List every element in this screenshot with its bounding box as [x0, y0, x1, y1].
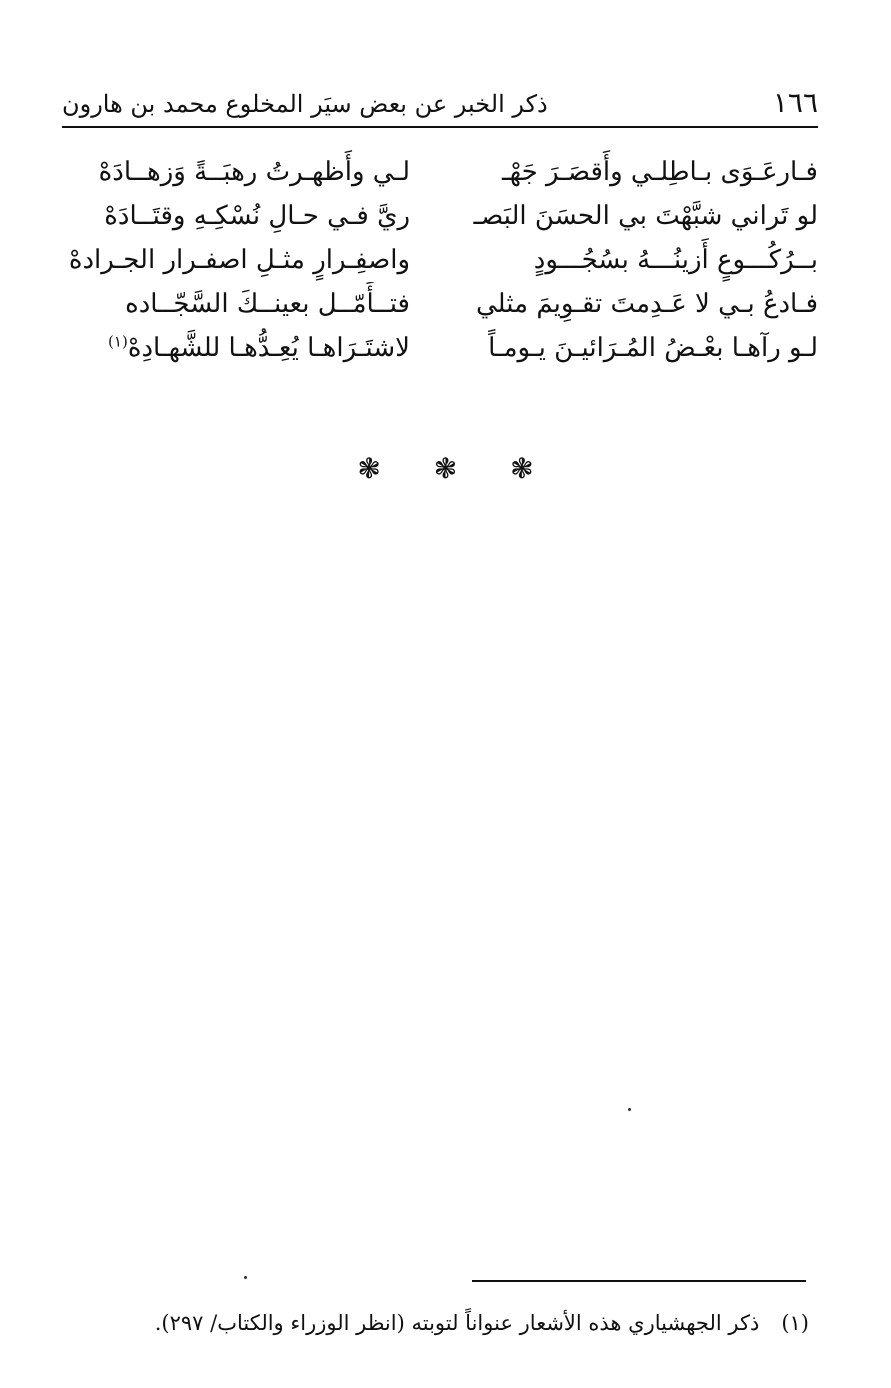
verse	[60, 194, 818, 238]
verse-first-hemistich: لو تَراني شبَّهْتَ بي الحسَنَ البَصـ	[473, 201, 818, 231]
scan-speck	[628, 1108, 631, 1111]
verse-second-hemistich	[60, 326, 410, 370]
verse	[60, 238, 818, 282]
poem	[60, 150, 818, 370]
footnote-rule	[472, 1280, 806, 1282]
verse-second-text: ريَّ فـي حـالِ نُسْكِـهِ وقتَــادَهْ	[104, 201, 410, 231]
verse-second-hemistich	[60, 150, 410, 194]
verse-first-hemistich: بــرُكُـــوعٍ أَزينُـــهُ بسُجُـــودٍ	[533, 245, 818, 275]
verse-second-hemistich	[60, 238, 410, 282]
verse-second-text: فتــأَمّــل بعينــكَ السَّجّــاده	[125, 289, 410, 319]
verse-second-hemistich	[60, 194, 410, 238]
verse	[60, 326, 818, 370]
verse	[60, 282, 818, 326]
scan-speck	[244, 1276, 247, 1279]
running-title: ذكر الخبر عن بعض سيَر المخلوع محمد بن هارون	[62, 90, 548, 118]
footnote	[155, 1305, 809, 1341]
page-header	[62, 86, 818, 126]
verse-second-hemistich	[60, 282, 410, 326]
footnote-number: (١)	[781, 1311, 809, 1335]
header-rule	[62, 126, 818, 128]
verse	[60, 150, 818, 194]
verse-first-hemistich: لـو رآهـا بعْـضُ المُـرَائيـنَ يـومـاً	[488, 333, 818, 363]
verse-second-text: لاشتَـرَاهـا يُعِـدُّهـا للشَّهـادِهْ	[127, 333, 410, 363]
footnote-marker: (١)	[108, 332, 128, 351]
footnote-text: ذكر الجهشياري هذه الأشعار عنواناً لتوبته (انظر الوزراء والكتاب/ ٢٩٧).	[154, 1311, 760, 1335]
section-separator: ❃ ❃ ❃	[357, 452, 556, 485]
verse-first-hemistich: فـارعَـوَى بـاطِلـي وأَقصَـرَ جَهْـ	[502, 157, 818, 187]
verse-second-text: واصفِـرارٍ مثـلِ اصفـرار الجـرادهْ	[68, 245, 410, 275]
verse-first-hemistich: فـادعُ بـي لا عَـدِمتَ تقـوِيمَ مثلي	[476, 289, 818, 319]
page-number: ١٦٦	[772, 86, 818, 119]
verse-second-text: لـي وأَظهـرتُ رهبَــةً وَزهــادَهْ	[98, 157, 410, 187]
